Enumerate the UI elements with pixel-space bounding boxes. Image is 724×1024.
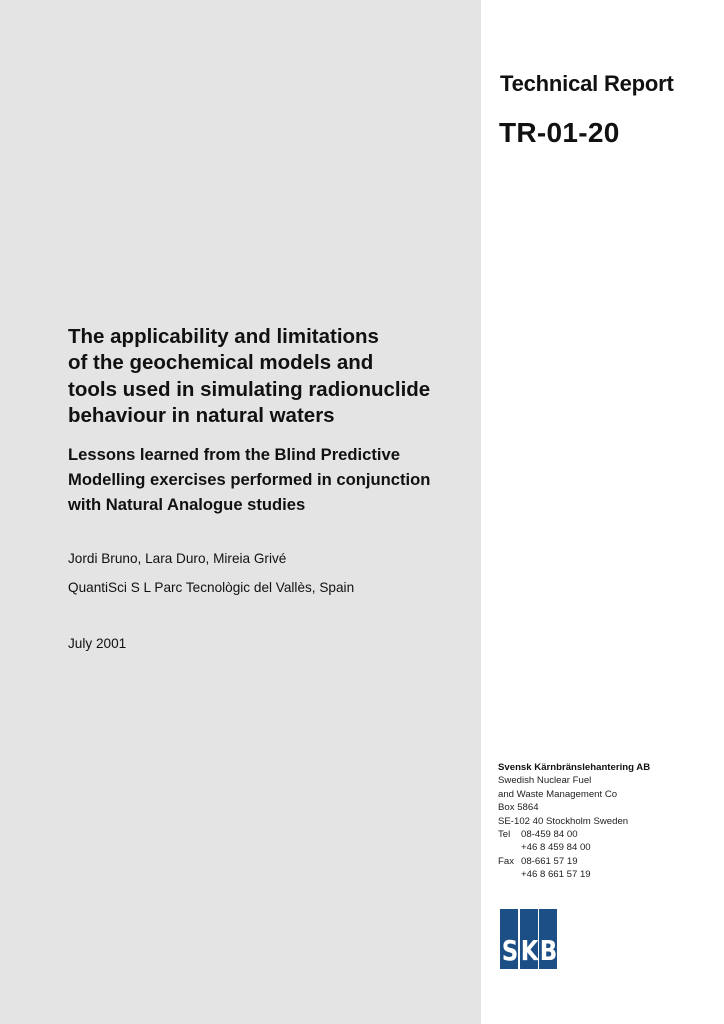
title-line: behaviour in natural waters [68, 403, 335, 427]
logo-letter: B [539, 934, 558, 967]
skb-logo [500, 909, 557, 969]
publisher-line: Swedish Nuclear Fuel [498, 775, 592, 787]
publication-date: July 2001 [68, 636, 127, 651]
publisher-line: and Waste Management Co [498, 788, 618, 800]
fax-number-intl: +46 8 661 57 19 [521, 869, 591, 881]
report-type: Technical Report [500, 71, 674, 96]
document-title [68, 324, 478, 429]
subtitle-line: Modelling exercises performed in conjunction [68, 470, 431, 489]
document-subtitle [68, 442, 478, 517]
fax-number: 08-661 57 19 [521, 855, 578, 867]
logo-letter: S [501, 934, 519, 967]
publisher-line: Box 5864 [498, 802, 539, 814]
title-line: tools used in simulating radionuclide [68, 377, 431, 401]
logo-letter: K [520, 934, 539, 967]
subtitle-line: with Natural Analogue studies [68, 495, 306, 514]
affiliation: QuantiSci S L Parc Tecnològic del Vallès, Spain [68, 580, 355, 595]
fax-row [498, 855, 650, 868]
title-line: of the geochemical models and [68, 351, 374, 375]
telephone-label: Tel [498, 829, 511, 841]
publisher-name: Svensk Kärnbränslehantering AB [498, 762, 651, 773]
fax-label: Fax [498, 855, 514, 867]
telephone-row [498, 828, 650, 841]
report-number: TR-01-20 [499, 117, 620, 148]
publisher-line: SE-102 40 Stockholm Sweden [498, 815, 629, 827]
fax-intl-row [498, 868, 650, 881]
publisher-block [498, 761, 650, 882]
authors: Jordi Bruno, Lara Duro, Mireia Grivé [68, 551, 287, 566]
logo-letters [500, 936, 557, 966]
subtitle-line: Lessons learned from the Blind Predictive [68, 445, 400, 464]
telephone-number: 08-459 84 00 [521, 829, 578, 841]
telephone-number-intl: +46 8 459 84 00 [521, 842, 591, 854]
telephone-intl-row [498, 841, 650, 854]
title-line: The applicability and limitations [68, 325, 379, 348]
